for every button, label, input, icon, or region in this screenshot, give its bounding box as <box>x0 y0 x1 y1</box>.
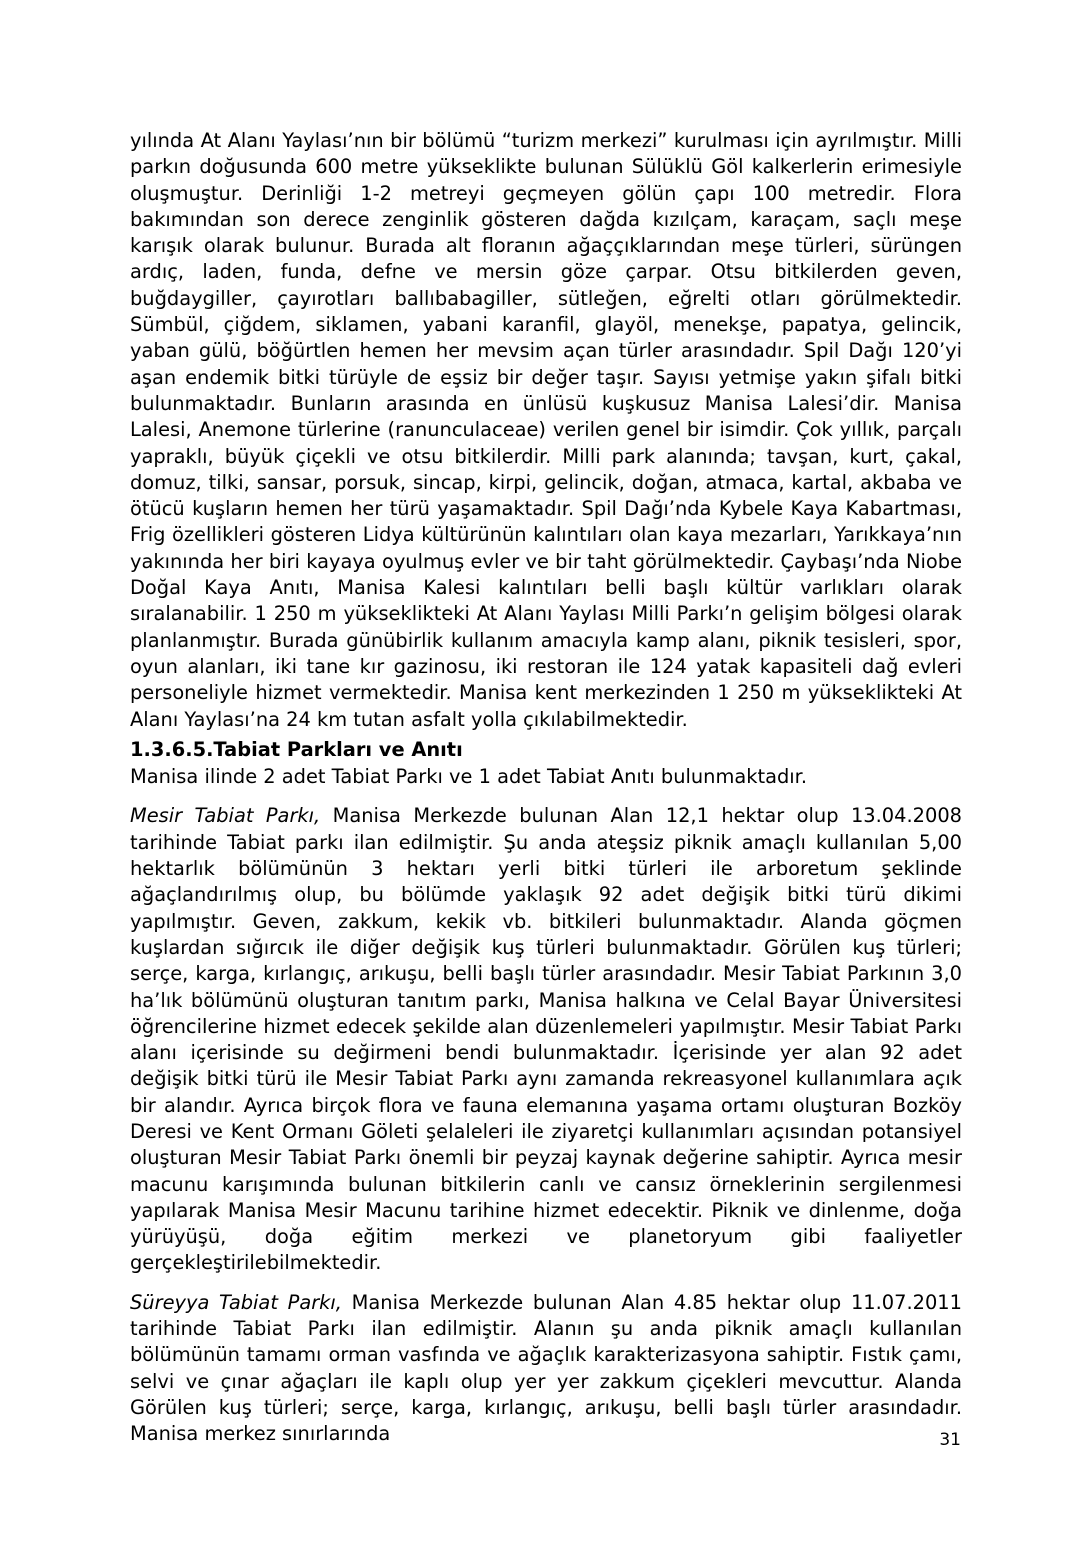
document-page <box>130 128 962 1448</box>
paragraph-mesir <box>130 803 962 1276</box>
paragraph-milli-park: yılında At Alanı Yaylası’nın bir bölümü “turizm merkezi” kurulması için ayrılmıştır. Milli parkın doğusunda 600 metre yükseklikte bulunan Sülüklü Göl kalkerlerin erimesiyle oluşmuştur. Derinliği 1-2 metreyi geçmeyen gölün çapı 100 metredir. Flora bakımından son derece zenginlik gösteren dağda kızılçam, karaçam, saçlı meşe karışık olarak bulunur. Burada alt floranın ağaççıklarından meşe türleri, sürüngen ardıç, laden, funda, defne ve mersin göze çarpar. Otsu bitkilerden geven, buğdaygiller, çayırotları ballıbabagiller, sütleğen, eğrelti otları görülmektedir. Sümbül, çiğdem, siklamen, yabani karanfil, glayöl, menekşe, papatya, gelincik, yaban gülü, böğürtlen hemen her mevsim açan türler arasındadır. Spil Dağı 120’yi aşan endemik bitki türüyle de eşsiz bir değer taşır. Sayısı yetmişe yakın şifalı bitki bulunmaktadır. Bunların arasında en ünlüsü kuşkusuz Manisa Lalesi’dir. Manisa Lalesi, Anemone türlerine (ranunculaceae) verilen genel bir isimdir. Çok yıllık, parçalı yapraklı, büyük çiçekli ve otsu bitkilerdir. Milli park alanında; tavşan, kurt, çakal, domuz, tilki, sansar, porsuk, sincap, kirpi, gelincik, doğan, atmaca, kartal, akbaba ve ötücü kuşların hemen her türü yaşamaktadır. Spil Dağı’nda Kybele Kaya Kabartması, Frig özellikleri gösteren Lidya kültürünün kalıntıları olan kaya mezarları, Yarıkkaya’nın yakınında her biri kayaya oyulmuş evler ve bir taht görülmektedir. Çaybaşı’nda Niobe Doğal Kaya Anıtı, Manisa Kalesi kalıntıları belli başlı kültür varlıkları olarak sıralanabilir. 1 250 m yükseklikteki At Alanı Yaylası Milli Parkı’n gelişim bölgesi olarak planlanmıştır. Burada günübirlik kullanım amacıyla kamp alanı, piknik tesisleri, spor, oyun alanları, iki tane kır gazinosu, iki restoran ile 124 yatak kapasiteli dağ evleri personeliyle hizmet vermektedir. Manisa kent merkezinden 1 250 m yükseklikteki At Alanı Yaylası’na 24 km tutan asfalt yolla çıkılabilmektedir. <box>130 129 962 731</box>
page-number: 31 <box>939 1430 961 1450</box>
intro-sentence: Manisa ilinde 2 adet Tabiat Parkı ve 1 adet Tabiat Anıtı bulunmaktadır. <box>130 765 808 789</box>
paragraph-sureyya-lead: Süreyya Tabiat Parkı, <box>130 1290 342 1314</box>
section-heading: 1.3.6.5.Tabiat Parkları ve Anıtı <box>130 737 463 761</box>
paragraph-sureyya-body: Manisa Merkezde bulunan Alan 4.85 hektar olup 11.07.2011 tarihinde Tabiat Parkı ilan edilmiştir. Alanın şu anda piknik amaçlı kullanılan bölümünün tamamı orman vasfında ve ağaçlık karakterizasyona sahiptir. Fıstık çamı, selvi ve çınar ağaçları ile kaplı olup yer yer zakkum çiçekleri mevcuttur. Alanda Görülen kuş türleri; serçe, karga, kırlangıç, arıkuşu, belli başlı türler arasındadır. Manisa merkez sınırlarında <box>130 1290 962 1446</box>
paragraph-sureyya <box>130 1290 962 1448</box>
paragraph-mesir-lead: Mesir Tabiat Parkı, <box>130 804 321 828</box>
paragraph-mesir-body: Manisa Merkezde bulunan Alan 12,1 hektar olup 13.04.2008 tarihinde Tabiat parkı ilan edilmiştir. Şu anda ateşsiz piknik amaçlı kullanılan 5,00 hektarlık bölümünün 3 hektarı yerli bitki türleri ile arboretum şeklinde ağaçlandırılmış olup, bu bölümde yaklaşık 92 adet değişik bitki türü dikimi yapılmıştır. Geven, zakkum, kekik vb. bitkileri bulunmaktadır. Alanda göçmen kuşlardan sığırcık ile diğer değişik kuş türleri bulunmaktadır. Görülen kuş türleri; serçe, karga, kırlangıç, arıkuşu, belli başlı türler arasındadır. Mesir Tabiat Parkının 3,0 ha’lık bölümünü oluşturan tanıtım parkı, Manisa halkına ve Celal Bayar Üniversitesi öğrencilerine hizmet edecek şekilde alan düzenlemeleri yapılmıştır. Mesir Tabiat Parkı alanı içerisinde su değirmeni bendi bulunmaktadır. İçerisinde yer alan 92 adet değişik bitki türü ile Mesir Tabiat Parkı aynı zamanda rekreasyonel kullanımlara açık bir alandır. Ayrıca birçok flora ve fauna elemanına yaşama ortamı oluşturan Bozköy Deresi ve Kent Ormanı Göleti şelaleleri ile ziyaretçi kullanımları açısından potansiyel oluşturan Mesir Tabiat Parkı önemli bir peyzaj kaynak değerine sahiptir. Ayrıca mesir macunu karışımında bulunan bitkilerin canlı ve cansız örneklerinin sergilenmesi yapılarak Manisa Mesir Macunu tarihine hizmet edecektir. Piknik ve dinlenme, doğa yürüyüşü, doğa eğitim merkezi ve planetoryum gibi faaliyetler gerçekleştirilebilmektedir. <box>130 804 962 1275</box>
